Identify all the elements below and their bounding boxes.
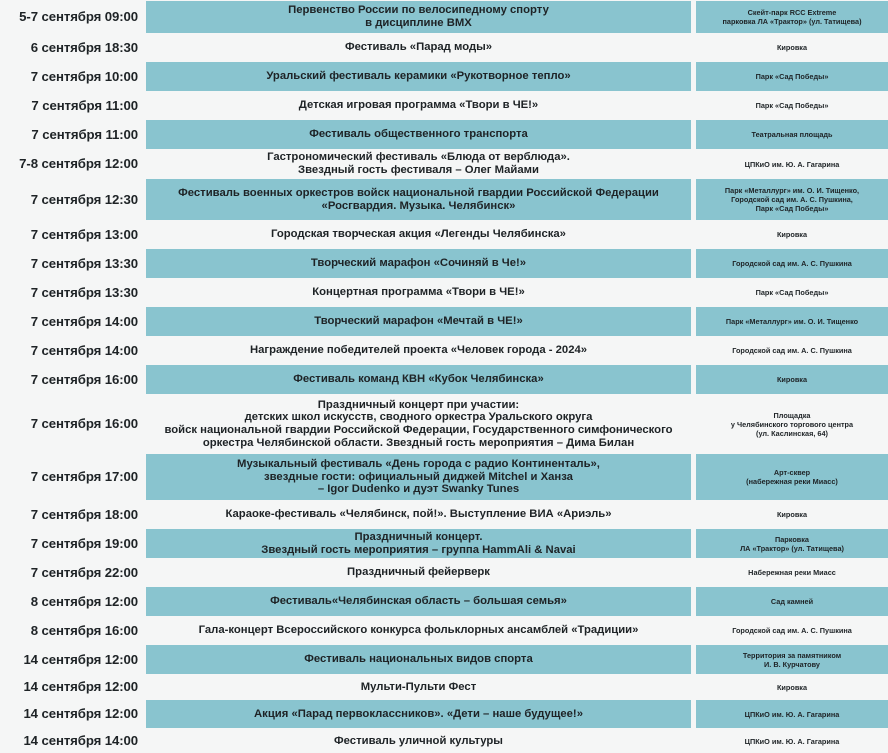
row-event — [146, 453, 691, 500]
row-venue — [696, 500, 888, 528]
schedule-row — [0, 699, 888, 728]
schedule-row — [0, 306, 888, 336]
row-venue-text: Городской сад им. А. С. Пушкина — [732, 346, 852, 355]
row-event — [146, 278, 691, 306]
row-date: 14 сентября 12:00 — [23, 679, 138, 694]
row-date: 8 сентября 16:00 — [30, 622, 138, 638]
row-venue-text: Театральная площадь — [751, 130, 833, 139]
row-date: 14 сентября 14:00 — [23, 733, 138, 748]
row-venue — [696, 178, 888, 220]
row-event — [146, 248, 691, 278]
schedule-row — [0, 394, 888, 453]
row-venue-text: Кировка — [776, 510, 808, 519]
row-venue — [696, 616, 888, 644]
row-event-text: Фестиваль национальных видов спорта — [304, 653, 533, 666]
row-event — [146, 699, 691, 728]
row-event-text: Фестиваль команд КВН «Кубок Челябинска» — [293, 373, 544, 386]
row-venue-text: Скейт-парк RCC Extreme парковка ЛА «Трактор» (ул. Татищева) — [722, 8, 862, 26]
row-event — [146, 528, 691, 558]
row-event — [146, 178, 691, 220]
row-event-text: Творческий марафон «Мечтай в ЧЕ!» — [314, 315, 523, 328]
row-event — [146, 91, 691, 119]
row-event — [146, 220, 691, 248]
row-venue — [696, 306, 888, 336]
row-event-text: Награждение победителей проекта «Человек города - 2024» — [249, 344, 588, 357]
row-event-text: Фестиваль уличной культуры — [334, 734, 503, 747]
row-date: 14 сентября 12:00 — [23, 706, 138, 721]
schedule-row — [0, 453, 888, 500]
row-event-text: Акция «Парад первоклассников». «Дети – наше будущее!» — [254, 707, 583, 720]
row-venue-text: Городской сад им. А. С. Пушкина — [732, 259, 852, 268]
row-venue — [696, 453, 888, 500]
schedule-row — [0, 500, 888, 528]
schedule-row — [0, 33, 888, 61]
row-date: 7 сентября 17:00 — [30, 469, 138, 484]
row-event-text: Фестиваль «Парад моды» — [344, 41, 493, 54]
row-venue-text: Набережная реки Миасс — [748, 568, 836, 577]
row-venue-text: Кировка — [776, 230, 808, 239]
row-event-text: Фестиваль«Челябинская область – большая семья» — [270, 595, 567, 608]
row-venue — [696, 644, 888, 674]
row-venue — [696, 699, 888, 728]
schedule-row — [0, 558, 888, 586]
row-venue — [696, 394, 888, 453]
row-event-text: Мульти-Пульти Фест — [360, 680, 477, 693]
row-event-text: Праздничный фейерверк — [347, 566, 490, 579]
row-venue — [696, 91, 888, 119]
row-venue-text: Кировка — [776, 682, 808, 692]
row-event — [146, 728, 691, 753]
row-event-text: Концертная программа «Твори в ЧЕ!» — [312, 286, 525, 299]
row-date: 7 сентября 19:00 — [30, 535, 138, 551]
row-event-text: Караоке-фестиваль «Челябинск, пой!». Выступление ВИА «Ариэль» — [225, 508, 612, 521]
row-event — [146, 306, 691, 336]
row-event — [146, 674, 691, 699]
row-event — [146, 336, 691, 364]
row-venue — [696, 248, 888, 278]
schedule-row — [0, 278, 888, 306]
row-venue-text: Парк «Сад Победы» — [755, 101, 829, 110]
row-venue-text: Кировка — [776, 375, 808, 384]
row-venue — [696, 586, 888, 616]
row-event-text: Гастрономический фестиваль «Блюда от верблюда». Звездный гость фестиваля – Олег Майами — [267, 151, 570, 176]
row-event — [146, 0, 691, 33]
row-venue — [696, 33, 888, 61]
row-venue-text: Парк «Сад Победы» — [755, 72, 829, 81]
row-event-text: Детская игровая программа «Твори в ЧЕ!» — [298, 99, 539, 112]
row-date: 7 сентября 18:00 — [30, 506, 138, 522]
schedule-row — [0, 336, 888, 364]
row-venue-text: Арт-сквер (набережная реки Миасс) — [746, 468, 838, 486]
row-venue-text: Парковка ЛА «Трактор» (ул. Татищева) — [740, 534, 844, 553]
row-event — [146, 61, 691, 91]
row-date: 7 сентября 10:00 — [30, 68, 138, 84]
row-date: 7 сентября 13:30 — [30, 284, 138, 300]
schedule-row — [0, 61, 888, 91]
schedule-row — [0, 528, 888, 558]
schedule-row — [0, 178, 888, 220]
row-event — [146, 558, 691, 586]
row-date: 7 сентября 13:00 — [30, 226, 138, 242]
row-date: 6 сентября 18:30 — [30, 39, 138, 55]
row-date: 7 сентября 16:00 — [30, 416, 138, 431]
row-venue-text: Парк «Металлург» им. О. И. Тищенко — [725, 317, 859, 326]
row-date: 7 сентября 13:30 — [30, 255, 138, 271]
row-venue-text: ЦПКиО им. Ю. А. Гагарина — [744, 736, 840, 746]
row-event-text: Фестиваль общественного транспорта — [309, 128, 528, 141]
row-event — [146, 33, 691, 61]
row-venue-text: Площадка у Челябинского торгового центра (ул. Каслинская, 64) — [730, 410, 854, 438]
row-date: 7 сентября 22:00 — [30, 564, 138, 580]
row-event — [146, 394, 691, 453]
row-date: 14 сентября 12:00 — [23, 651, 138, 667]
row-venue-text: Парк «Металлург» им. О. И. Тищенко, Городской сад им. А. С. Пушкина, Парк «Сад Победы» — [724, 186, 860, 213]
schedule-row — [0, 91, 888, 119]
row-event-text: Праздничный концерт при участии: детских школ искусств, сводного оркестра Уральского округа войск национальной гвардии Российской Федерации, Государственного симфонического оркестра Челябинской области. Звездный гость мероприятия – Дима Билан — [164, 398, 673, 449]
row-venue — [696, 528, 888, 558]
row-event-text: Праздничный концерт. Звездный гость мероприятия – группа HammAli & Navai — [261, 530, 576, 556]
schedule-row — [0, 586, 888, 616]
row-event-text: Уральский фестиваль керамики «Рукотворное тепло» — [266, 70, 571, 83]
row-event — [146, 586, 691, 616]
row-venue-text: ЦПКиО им. Ю. А. Гагарина — [744, 159, 840, 169]
row-venue-text: Сад камней — [770, 597, 814, 606]
row-venue-text: Парк «Сад Победы» — [755, 288, 829, 297]
row-event-text: Творческий марафон «Сочиняй в Че!» — [310, 257, 527, 270]
schedule-row — [0, 728, 888, 753]
row-venue-text: Кировка — [776, 43, 808, 52]
row-venue-text: Городской сад им. А. С. Пушкина — [732, 626, 852, 635]
row-event — [146, 644, 691, 674]
row-venue — [696, 336, 888, 364]
row-event-text: Музыкальный фестиваль «День города с радио Континенталь», звездные гости: официальный диджей Mitchel и Ханза – Igor Dudenko и дуэт Swanky Tunes — [237, 457, 600, 496]
row-event — [146, 149, 691, 178]
schedule-row — [0, 119, 888, 149]
row-venue — [696, 728, 888, 753]
row-date: 7 сентября 14:00 — [30, 313, 138, 329]
row-venue — [696, 149, 888, 178]
row-date: 7 сентября 11:00 — [31, 126, 138, 142]
row-date: 8 сентября 12:00 — [30, 593, 138, 609]
schedule-row — [0, 220, 888, 248]
row-event-text: Городская творческая акция «Легенды Челябинска» — [271, 228, 566, 241]
row-date: 7 сентября 11:00 — [31, 97, 138, 113]
row-venue — [696, 119, 888, 149]
schedule-row — [0, 364, 888, 394]
row-event-text: Гала-концерт Всероссийского конкурса фольклорных ансамблей «Традиции» — [198, 624, 639, 637]
row-venue — [696, 278, 888, 306]
row-venue — [696, 220, 888, 248]
row-event-text: Фестиваль военных оркестров войск национальной гвардии Российской Федерации «Росгвардия. Музыка. Челябинск» — [178, 186, 659, 212]
row-date: 7 сентября 16:00 — [30, 371, 138, 387]
row-date: 7-8 сентября 12:00 — [19, 156, 138, 171]
row-date: 7 сентября 14:00 — [30, 342, 138, 358]
row-date: 7 сентября 12:30 — [30, 191, 138, 207]
row-event — [146, 616, 691, 644]
row-date: 5-7 сентября 09:00 — [19, 9, 138, 24]
row-venue — [696, 61, 888, 91]
row-event — [146, 119, 691, 149]
row-event-text: Первенство России по велосипедному спорту в дисциплине BMX — [288, 4, 549, 29]
row-event — [146, 500, 691, 528]
row-venue — [696, 364, 888, 394]
row-venue — [696, 558, 888, 586]
schedule-row — [0, 616, 888, 644]
schedule-row — [0, 149, 888, 178]
row-venue — [696, 674, 888, 699]
row-venue-text: ЦПКиО им. Ю. А. Гагарина — [744, 709, 840, 719]
schedule-row — [0, 644, 888, 674]
row-venue-text: Территория за памятником И. В. Курчатову — [742, 650, 842, 669]
row-venue — [696, 0, 888, 33]
schedule-row — [0, 674, 888, 699]
row-event — [146, 364, 691, 394]
schedule-row — [0, 248, 888, 278]
schedule-row — [0, 0, 888, 33]
